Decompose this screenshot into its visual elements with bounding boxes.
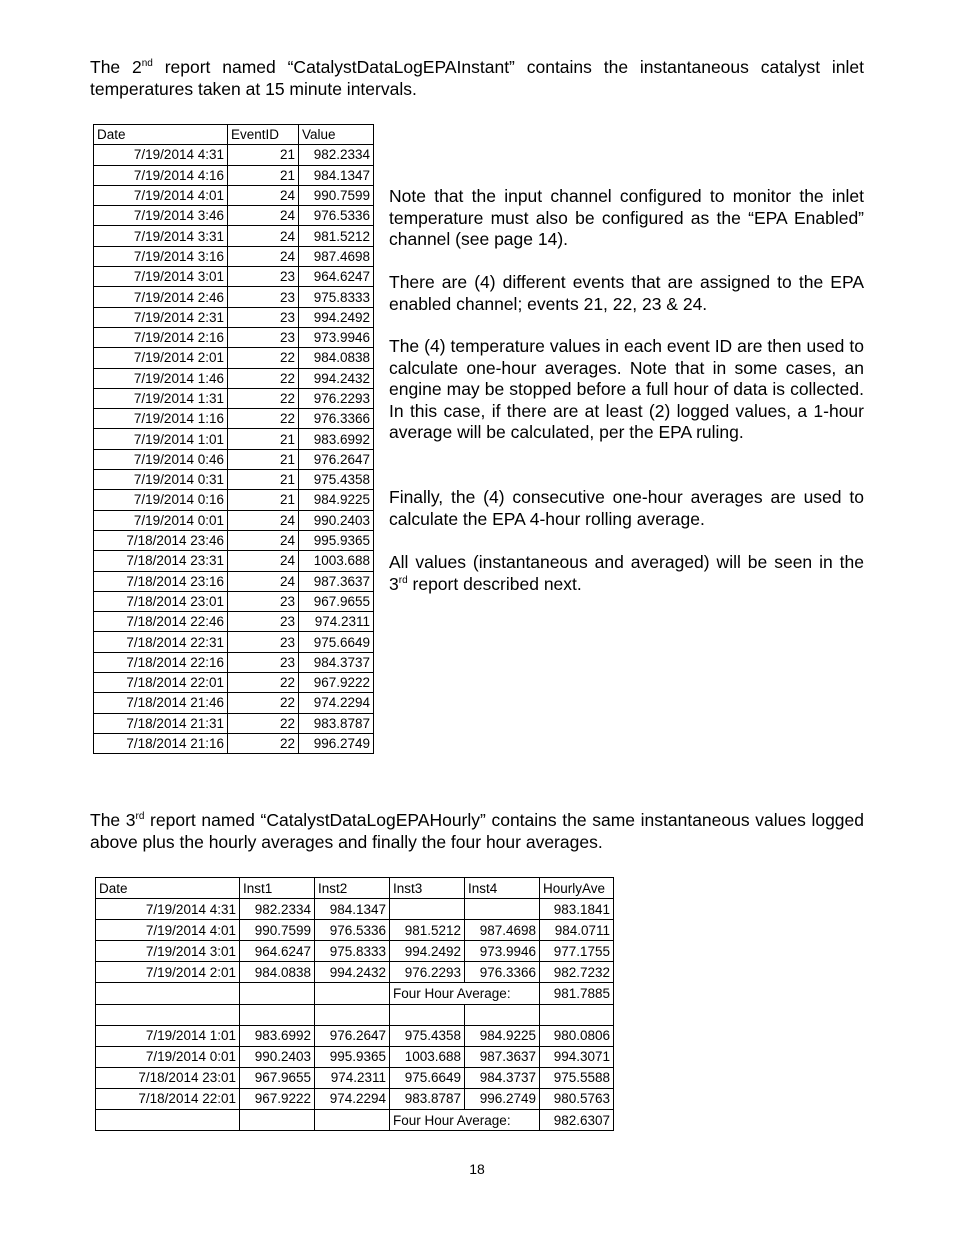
cell-inst3: 981.5212 [390, 920, 465, 941]
cell-value: 975.6649 [299, 632, 374, 652]
cell-eventid: 24 [228, 551, 299, 571]
cell-inst3: 975.4358 [390, 1025, 465, 1046]
cell-date: 7/19/2014 0:31 [94, 470, 228, 490]
table-row [96, 1025, 614, 1046]
cell-date: 7/19/2014 1:46 [94, 368, 228, 388]
table-row [94, 287, 374, 307]
cell-eventid: 24 [228, 571, 299, 591]
intro1-superscript: nd [141, 58, 153, 69]
cell-eventid: 22 [228, 368, 299, 388]
cell-eventid: 23 [228, 267, 299, 287]
cell-eventid: 21 [228, 470, 299, 490]
cell-eventid: 21 [228, 165, 299, 185]
cell-date: 7/19/2014 1:01 [94, 429, 228, 449]
table-row [94, 206, 374, 226]
table-row [94, 368, 374, 388]
intro-paragraph-2 [90, 810, 864, 853]
cell-eventid: 22 [228, 713, 299, 733]
four-hour-average-row [96, 1110, 614, 1131]
cell-eventid: 23 [228, 632, 299, 652]
table-row [94, 510, 374, 530]
header-inst4: Inst4 [465, 878, 540, 899]
cell-date: 7/19/2014 3:16 [94, 246, 228, 266]
table-row [96, 920, 614, 941]
four-hour-average-value: 982.6307 [540, 1110, 614, 1131]
empty-row [96, 1004, 614, 1025]
cell-date: 7/19/2014 2:01 [94, 348, 228, 368]
table-row [94, 571, 374, 591]
cell-inst1: 984.0838 [240, 962, 315, 983]
header-hourlyave: HourlyAve [540, 878, 614, 899]
header-inst1: Inst1 [240, 878, 315, 899]
table-row [94, 348, 374, 368]
empty-cell [465, 1004, 540, 1025]
cell-inst1: 964.6247 [240, 941, 315, 962]
table-row [94, 145, 374, 165]
cell-value: 967.9222 [299, 673, 374, 693]
cell-value: 984.0838 [299, 348, 374, 368]
cell-eventid: 23 [228, 327, 299, 347]
hourly-log-table [95, 877, 614, 1131]
cell-eventid: 22 [228, 693, 299, 713]
four-hour-average-value: 981.7885 [540, 983, 614, 1004]
table-row [94, 551, 374, 571]
empty-cell [540, 1004, 614, 1025]
cell-eventid: 23 [228, 287, 299, 307]
cell-value: 973.9946 [299, 327, 374, 347]
cell-value: 987.3637 [299, 571, 374, 591]
header-date: Date [94, 125, 228, 145]
cell-eventid: 23 [228, 652, 299, 672]
cell-value: 976.5336 [299, 206, 374, 226]
cell-hourlyave: 980.0806 [540, 1025, 614, 1046]
note-paragraph-3: The (4) temperature values in each event ID are then used to calculate one-hour averages. Note that in some cases, an engine may be stopped before a full hour of data is collected. In this case, if there are at least (2) logged values, a 1-hour average will be calculated, per the EPA ruling. [389, 336, 864, 442]
cell-eventid: 21 [228, 490, 299, 510]
cell-date: 7/19/2014 4:31 [94, 145, 228, 165]
cell-value: 974.2311 [299, 612, 374, 632]
table-row [94, 673, 374, 693]
cell-inst2: 974.2311 [315, 1067, 390, 1088]
cell-inst4: 976.3366 [465, 962, 540, 983]
cell-value: 976.2647 [299, 449, 374, 469]
table-row [94, 470, 374, 490]
cell-inst4: 987.3637 [465, 1046, 540, 1067]
cell-inst1: 983.6992 [240, 1025, 315, 1046]
table-row [94, 327, 374, 347]
cell-date: 7/19/2014 3:31 [94, 226, 228, 246]
table-row [96, 941, 614, 962]
cell-value: 994.2432 [299, 368, 374, 388]
cell-inst2: 976.2647 [315, 1025, 390, 1046]
cell-value: 987.4698 [299, 246, 374, 266]
cell-date: 7/19/2014 3:46 [94, 206, 228, 226]
cell-date: 7/19/2014 4:01 [96, 920, 240, 941]
intro2-superscript: rd [135, 811, 145, 822]
table-row [94, 733, 374, 753]
cell-inst3: 983.8787 [390, 1088, 465, 1109]
table-row [94, 388, 374, 408]
cell-date: 7/18/2014 23:31 [94, 551, 228, 571]
cell-inst1: 967.9222 [240, 1088, 315, 1109]
table-row [94, 409, 374, 429]
empty-cell [315, 1004, 390, 1025]
table-row [94, 449, 374, 469]
cell-eventid: 22 [228, 409, 299, 429]
cell-inst2: 994.2432 [315, 962, 390, 983]
empty-cell [240, 983, 315, 1004]
four-hour-average-row [96, 983, 614, 1004]
cell-value: 994.2492 [299, 307, 374, 327]
cell-inst2: 974.2294 [315, 1088, 390, 1109]
empty-cell [315, 1110, 390, 1131]
cell-hourlyave: 977.1755 [540, 941, 614, 962]
cell-date: 7/19/2014 4:16 [94, 165, 228, 185]
note-paragraph-2: There are (4) different events that are assigned to the EPA enabled channel; events 21, 22, 23 & 24. [389, 272, 864, 314]
cell-value: 964.6247 [299, 267, 374, 287]
instant-log-table [93, 124, 374, 754]
table-row [96, 1088, 614, 1109]
cell-value: 974.2294 [299, 693, 374, 713]
cell-date: 7/18/2014 21:16 [94, 733, 228, 753]
cell-eventid: 24 [228, 530, 299, 550]
table-row [94, 165, 374, 185]
cell-date: 7/19/2014 1:01 [96, 1025, 240, 1046]
note-paragraph-5 [389, 552, 864, 595]
table-row [94, 652, 374, 672]
cell-date: 7/18/2014 21:31 [94, 713, 228, 733]
table-row [96, 899, 614, 920]
cell-date: 7/19/2014 3:01 [94, 267, 228, 287]
cell-date: 7/18/2014 22:01 [96, 1088, 240, 1109]
cell-date: 7/19/2014 0:01 [94, 510, 228, 530]
table-row [94, 429, 374, 449]
cell-inst2: 975.8333 [315, 941, 390, 962]
cell-eventid: 24 [228, 206, 299, 226]
table-row [96, 1067, 614, 1088]
cell-hourlyave: 984.0711 [540, 920, 614, 941]
table-row [94, 632, 374, 652]
cell-hourlyave: 994.3071 [540, 1046, 614, 1067]
cell-inst3 [390, 899, 465, 920]
cell-date: 7/19/2014 3:01 [96, 941, 240, 962]
table-row [94, 591, 374, 611]
cell-date: 7/19/2014 2:31 [94, 307, 228, 327]
note-paragraph-1: Note that the input channel configured to monitor the inlet temperature must also be configured as the “EPA Enabled” channel (see page 14). [389, 186, 864, 249]
header-date: Date [96, 878, 240, 899]
cell-date: 7/18/2014 21:46 [94, 693, 228, 713]
cell-date: 7/19/2014 4:31 [96, 899, 240, 920]
cell-inst3: 1003.688 [390, 1046, 465, 1067]
cell-date: 7/19/2014 0:01 [96, 1046, 240, 1067]
table-row [94, 612, 374, 632]
cell-date: 7/18/2014 22:16 [94, 652, 228, 672]
cell-inst3: 975.6649 [390, 1067, 465, 1088]
cell-eventid: 22 [228, 388, 299, 408]
cell-value: 967.9655 [299, 591, 374, 611]
table-row [94, 490, 374, 510]
cell-inst4: 984.3737 [465, 1067, 540, 1088]
cell-value: 996.2749 [299, 733, 374, 753]
cell-value: 975.4358 [299, 470, 374, 490]
cell-value: 983.8787 [299, 713, 374, 733]
empty-cell [240, 1110, 315, 1131]
cell-value: 983.6992 [299, 429, 374, 449]
cell-eventid: 24 [228, 185, 299, 205]
header-inst2: Inst2 [315, 878, 390, 899]
cell-date: 7/18/2014 22:46 [94, 612, 228, 632]
note-paragraph-4: Finally, the (4) consecutive one-hour averages are used to calculate the EPA 4-hour rolling average. [389, 487, 864, 529]
cell-hourlyave: 982.7232 [540, 962, 614, 983]
cell-eventid: 22 [228, 733, 299, 753]
note5-text-rest: report described next. [407, 573, 582, 594]
table-row [96, 1046, 614, 1067]
cell-inst1: 990.2403 [240, 1046, 315, 1067]
four-hour-average-label: Four Hour Average: [390, 1110, 540, 1131]
cell-date: 7/19/2014 2:16 [94, 327, 228, 347]
intro1-text: The 2 [90, 57, 142, 77]
cell-value: 984.9225 [299, 490, 374, 510]
note5-superscript: rd [398, 574, 408, 586]
note5-text: All values (instantaneous and averaged) will be seen in the 3 [389, 552, 864, 594]
table-row [94, 307, 374, 327]
cell-eventid: 23 [228, 591, 299, 611]
cell-date: 7/19/2014 0:16 [94, 490, 228, 510]
cell-value: 984.1347 [299, 165, 374, 185]
intro1-text-rest: report named “CatalystDataLogEPAInstant” contains the instantaneous catalyst inlet temperatures taken at 15 minute intervals. [90, 57, 864, 99]
cell-hourlyave: 975.5588 [540, 1067, 614, 1088]
cell-eventid: 24 [228, 510, 299, 530]
cell-value: 995.9365 [299, 530, 374, 550]
table-row [94, 246, 374, 266]
cell-date: 7/18/2014 23:46 [94, 530, 228, 550]
cell-eventid: 23 [228, 307, 299, 327]
four-hour-average-label: Four Hour Average: [390, 983, 540, 1004]
cell-eventid: 22 [228, 348, 299, 368]
empty-cell [96, 1110, 240, 1131]
empty-cell [96, 983, 240, 1004]
cell-date: 7/18/2014 23:01 [96, 1067, 240, 1088]
cell-inst4 [465, 899, 540, 920]
empty-cell [96, 1004, 240, 1025]
cell-inst4: 973.9946 [465, 941, 540, 962]
intro-paragraph-1 [90, 57, 864, 100]
cell-inst3: 994.2492 [390, 941, 465, 962]
cell-eventid: 24 [228, 226, 299, 246]
table-row [94, 226, 374, 246]
cell-inst4: 984.9225 [465, 1025, 540, 1046]
cell-value: 990.7599 [299, 185, 374, 205]
table-header-row [94, 125, 374, 145]
table-row [96, 962, 614, 983]
cell-date: 7/18/2014 23:01 [94, 591, 228, 611]
cell-eventid: 22 [228, 673, 299, 693]
cell-inst3: 976.2293 [390, 962, 465, 983]
cell-value: 975.8333 [299, 287, 374, 307]
header-eventid: EventID [228, 125, 299, 145]
table-row [94, 267, 374, 287]
intro2-text: The 3 [90, 810, 136, 830]
empty-cell [315, 983, 390, 1004]
cell-date: 7/19/2014 1:31 [94, 388, 228, 408]
table-row [94, 693, 374, 713]
cell-value: 982.2334 [299, 145, 374, 165]
table-row [94, 185, 374, 205]
cell-eventid: 21 [228, 145, 299, 165]
cell-date: 7/18/2014 22:01 [94, 673, 228, 693]
cell-date: 7/19/2014 4:01 [94, 185, 228, 205]
table-row [94, 530, 374, 550]
cell-date: 7/19/2014 2:46 [94, 287, 228, 307]
cell-inst4: 996.2749 [465, 1088, 540, 1109]
cell-inst4: 987.4698 [465, 920, 540, 941]
cell-hourlyave: 983.1841 [540, 899, 614, 920]
cell-inst1: 990.7599 [240, 920, 315, 941]
empty-cell [240, 1004, 315, 1025]
cell-date: 7/18/2014 23:16 [94, 571, 228, 591]
cell-date: 7/19/2014 0:46 [94, 449, 228, 469]
cell-eventid: 21 [228, 449, 299, 469]
cell-inst2: 976.5336 [315, 920, 390, 941]
cell-date: 7/18/2014 22:31 [94, 632, 228, 652]
cell-value: 981.5212 [299, 226, 374, 246]
cell-value: 976.2293 [299, 388, 374, 408]
empty-cell [390, 1004, 465, 1025]
cell-date: 7/19/2014 2:01 [96, 962, 240, 983]
table-header-row [96, 878, 614, 899]
intro2-text-rest: report named “CatalystDataLogEPAHourly” contains the same instantaneous values logged above plus the hourly averages and finally the four hour averages. [90, 810, 864, 852]
cell-value: 976.3366 [299, 409, 374, 429]
cell-eventid: 23 [228, 612, 299, 632]
header-value: Value [299, 125, 374, 145]
cell-inst1: 967.9655 [240, 1067, 315, 1088]
cell-eventid: 21 [228, 429, 299, 449]
header-inst3: Inst3 [390, 878, 465, 899]
cell-inst2: 984.1347 [315, 899, 390, 920]
cell-inst2: 995.9365 [315, 1046, 390, 1067]
cell-eventid: 24 [228, 246, 299, 266]
table-row [94, 713, 374, 733]
cell-value: 1003.688 [299, 551, 374, 571]
cell-value: 984.3737 [299, 652, 374, 672]
cell-inst1: 982.2334 [240, 899, 315, 920]
page-number: 18 [469, 1161, 485, 1177]
cell-hourlyave: 980.5763 [540, 1088, 614, 1109]
cell-value: 990.2403 [299, 510, 374, 530]
cell-date: 7/19/2014 1:16 [94, 409, 228, 429]
